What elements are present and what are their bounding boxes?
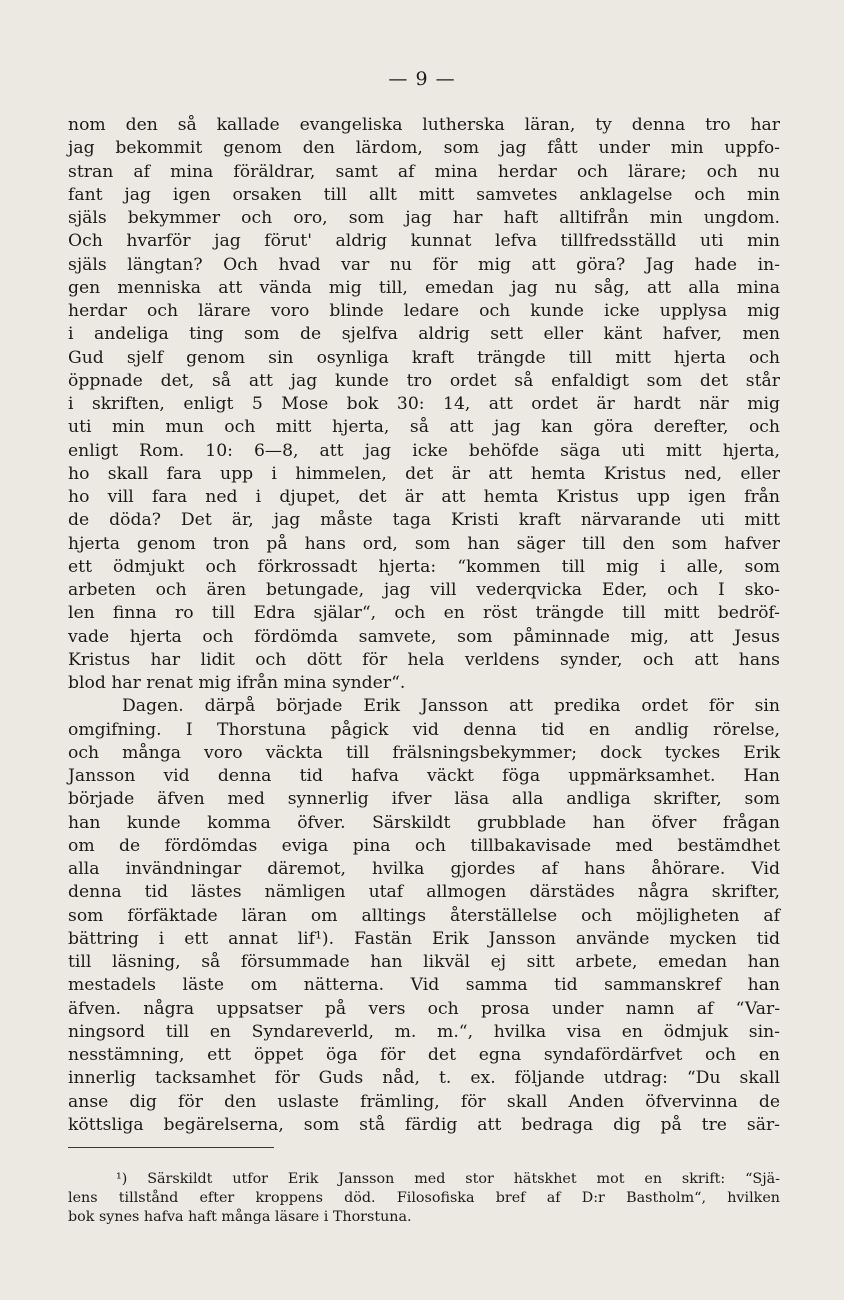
text-line: Kristus har lidit och dött för hela verldens synder, och att hans — [68, 649, 780, 670]
text-line: enligt Rom. 10: 6—8, att jag icke behöfde säga uti mitt hjerta, — [68, 440, 780, 461]
paragraph-2 — [68, 695, 780, 1137]
text-line: i andeliga ting som de sjelfva aldrig sett eller känt hafver, men — [68, 324, 780, 345]
text-line: själs längtan? Och hvad var nu för mig att göra? Jag hade in- — [68, 254, 780, 275]
page-number: — 9 — — [388, 68, 456, 90]
text-line: ho vill fara ned i djupet, det är att hemta Kristus upp igen från — [68, 487, 780, 507]
footnote-divider — [68, 1147, 274, 1148]
text-line: jag bekommit genom den lärdom, som jag fått under min uppfo- — [68, 138, 780, 159]
text-line: om de fördömdas eviga pina och tillbakavisade med bestämdhet — [68, 835, 780, 856]
text-line: i skriften, enligt 5 Mose bok 30: 14, att ordet är hardt när mig — [68, 394, 780, 414]
text-line: Jansson vid denna tid hafva väckt föga uppmärksamhet. Han — [68, 766, 780, 786]
footnote-line: bok synes hafva haft många läsare i Thorstuna. — [68, 1208, 412, 1225]
text-line: innerlig tacksamhet för Guds nåd, t. ex. följande utdrag: “Du skall — [68, 1068, 780, 1089]
text-line: omgifning. I Thorstuna pågick vid denna tid en andlig rörelse, — [68, 719, 780, 740]
text-line: och många voro väckta till frälsningsbekymmer; dock tyckes Erik — [68, 742, 780, 763]
footnote — [68, 1170, 780, 1226]
footnote-line: ¹) Särskildt utfor Erik Jansson med stor hätskhet mot en skrift: “Sjä- — [116, 1171, 780, 1187]
text-line: nom den så kallade evangeliska lutherska läran, ty denna tro har — [68, 115, 780, 135]
text-line: Dagen. därpå började Erik Jansson att predika ordet för sin — [122, 696, 780, 717]
text-line: Gud sjelf genom sin osynliga kraft trängde till mitt hjerta och — [68, 347, 780, 368]
text-line: uti min mun och mitt hjerta, så att jag kan göra derefter, och — [68, 417, 780, 438]
text-line: ningsord till en Syndareverld, m. m.“, hvilka visa en ödmjuk sin- — [68, 1021, 780, 1042]
text-line: len finna ro till Edra själar“, och en röst trängde till mitt bedröf- — [68, 603, 780, 624]
text-line: började äfven med synnerlig ifver läsa alla andliga skrifter, som — [68, 789, 780, 810]
text-line: köttsliga begärelserna, som stå färdig att bedraga dig på tre sär- — [68, 1114, 780, 1135]
text-line: Och hvarför jag förut' aldrig kunnat lefva tillfredsställd uti min — [68, 231, 780, 252]
text-line: fant jag igen orsaken till allt mitt samvetes anklagelse och min — [68, 184, 780, 205]
text-line: anse dig för den uslaste främling, för skall Anden öfvervinna de — [68, 1091, 780, 1112]
text-line: blod har renat mig ifrån mina synder“. — [68, 673, 406, 693]
text-line: äfven. några uppsatser på vers och prosa under namn af “Var- — [68, 998, 780, 1019]
text-line: själs bekymmer och oro, som jag har haft alltifrån min ungdom. — [68, 208, 780, 228]
paragraph-1 — [68, 114, 780, 695]
text-line: herdar och lärare voro blinde ledare och kunde icke upplysa mig — [68, 301, 780, 321]
text-line: denna tid lästes nämligen utaf allmogen därstädes några skrifter, — [68, 882, 780, 903]
text-line: som förfäktade läran om alltings återställelse och möjligheten af — [68, 905, 780, 926]
text-line: öppnade det, så att jag kunde tro ordet så enfaldigt som det står — [68, 370, 780, 391]
body-text — [68, 114, 780, 1137]
text-line: ho skall fara upp i himmelen, det är att hemta Kristus ned, eller — [68, 463, 780, 484]
text-line: bättring i ett annat lif¹). Fastän Erik Jansson använde mycken tid — [68, 928, 780, 949]
text-line: alla invändningar däremot, hvilka gjordes af hans åhörare. Vid — [68, 859, 780, 879]
text-line: stran af mina föräldrar, samt af mina herdar och lärare; och nu — [68, 161, 780, 182]
text-line: ett ödmjukt och förkrossadt hjerta: “kommen till mig i alle, som — [68, 556, 780, 577]
text-line: nesstämning, ett öppet öga för det egna syndafördärfvet och en — [68, 1045, 780, 1065]
text-line: mestadels läste om nätterna. Vid samma tid sammanskref han — [68, 975, 780, 996]
text-line: han kunde komma öfver. Särskildt grubblade han öfver frågan — [68, 812, 780, 833]
text-line: till läsning, så försummade han likväl ej sitt arbete, emedan han — [68, 952, 780, 972]
text-line: arbeten och ären betungade, jag vill vederqvicka Eder, och I sko- — [68, 580, 780, 600]
text-line: vade hjerta och fördömda samvete, som påminnade mig, att Jesus — [68, 626, 780, 647]
text-line: de döda? Det är, jag måste taga Kristi kraft närvarande uti mitt — [68, 510, 780, 531]
footnote-line: lens tillstånd efter kroppens död. Filosofiska bref af D:r Bastholm“, hvilken — [68, 1189, 780, 1206]
text-line: gen menniska att vända mig till, emedan jag nu såg, att alla mina — [68, 277, 780, 298]
text-line: hjerta genom tron på hans ord, som han säger till den som hafver — [68, 533, 780, 554]
